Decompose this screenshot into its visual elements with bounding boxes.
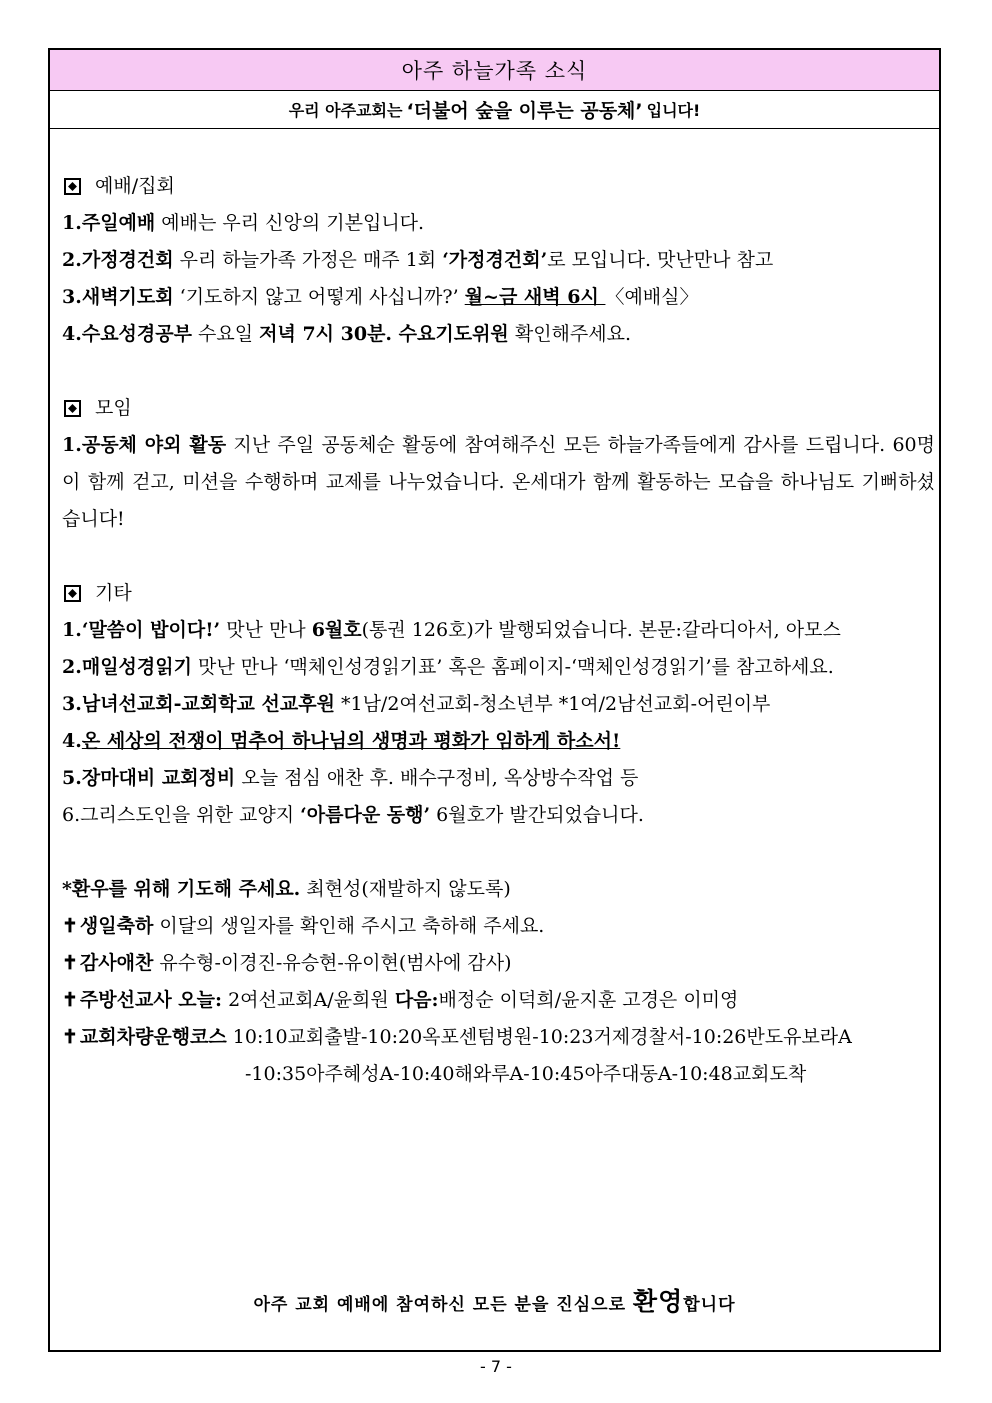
section-heading-worship — [62, 168, 935, 205]
welcome-message — [50, 1282, 939, 1318]
subtitle-post: 입니다! — [646, 101, 701, 120]
item-text: 이달의 생일자를 확인해 주시고 축하해 주세요. — [153, 915, 545, 937]
diamond-box-icon — [64, 400, 81, 417]
item-text: 로 모입니다. 맛난만나 참고 — [547, 249, 774, 271]
item-text: *1남/2여선교회-청소년부 *1여/2남선교회-어린이부 — [334, 693, 771, 715]
subtitle-pre: 우리 아주교회는 — [288, 101, 403, 120]
etc-item-4 — [62, 723, 935, 760]
item-label: 1.주일예배 — [62, 212, 156, 234]
etc-item-6 — [62, 797, 935, 834]
cross-icon: ✝ — [62, 989, 78, 1011]
item-label: 다음: — [394, 989, 439, 1011]
birthday-notice — [62, 908, 935, 945]
item-text: 우리 하늘가족 가정은 매주 1회 — [173, 249, 443, 271]
item-label: 감사애찬 — [79, 952, 154, 974]
kitchen-missionary-notice — [62, 982, 935, 1019]
worship-item-3 — [62, 279, 935, 316]
item-text: 〈예배실〉 — [605, 286, 699, 308]
etc-item-2 — [62, 649, 935, 686]
diamond-box-icon — [64, 585, 81, 602]
section-heading-etc — [62, 575, 935, 612]
item-text: 확인해주세요. — [508, 323, 632, 345]
etc-item-5 — [62, 760, 935, 797]
item-label: 주방선교사 오늘: — [79, 989, 223, 1011]
item-text: 예배는 우리 신앙의 기본입니다. — [155, 212, 425, 234]
welcome-text: 합니다 — [683, 1295, 736, 1315]
item-label: 생일축하 — [79, 915, 154, 937]
item-label: 3.남녀선교회-교회학교 선교후원 — [62, 693, 335, 715]
item-label: 2.매일성경읽기 — [62, 656, 192, 678]
item-text: 지난 주일 공동체순 활동에 참여해주신 모든 하늘가족들에게 감사를 드립니다. 60명이 함께 걷고, 미션을 수행하며 교제를 나누었습니다. 온세대가 함께 활동하는 모습을 하나님도 기뻐하셨습니다! — [62, 434, 936, 530]
item-emphasis: ‘가정경건회’ — [442, 249, 548, 271]
item-text: 오늘 점심 애찬 후. 배수구정비, 옥상방수작업 등 — [235, 767, 639, 789]
item-text: 6월호가 발간되었습니다. — [430, 804, 644, 826]
item-emphasis: 6월호 — [311, 619, 362, 641]
title-text: 아주 하늘가족 소식 — [401, 59, 588, 83]
page-number: - 7 - — [480, 1357, 512, 1376]
vehicle-route-continued — [62, 1056, 935, 1093]
meeting-item-1 — [62, 427, 935, 538]
item-label: 교회차량운행코스 — [79, 1026, 227, 1048]
item-label: 5.장마대비 교회정비 — [62, 767, 236, 789]
heading-text: 기타 — [95, 582, 132, 604]
item-text: 맛난 만나 ‘맥체인성경읽기표’ 혹은 홈페이지-‘맥체인성경읽기’를 참고하세요. — [191, 656, 834, 678]
subtitle — [50, 91, 939, 129]
item-label: 3.새벽기도회 — [62, 286, 174, 308]
item-label: *환우를 위해 기도해 주세요. — [62, 878, 301, 900]
section-heading-meeting — [62, 390, 935, 427]
item-text: 6.그리스도인을 위한 교양지 — [62, 804, 301, 826]
bulletin-frame — [48, 48, 941, 1352]
item-label: 1.‘말씀이 밥이다!’ — [62, 619, 221, 641]
content — [62, 168, 935, 1093]
item-text: ‘기도하지 않고 어떻게 사십니까?’ — [173, 286, 465, 308]
etc-item-1 — [62, 612, 935, 649]
item-emphasis: 월~금 새벽 6시 — [464, 286, 606, 308]
heading-text: 모임 — [95, 397, 132, 419]
item-text: 유수형-이경진-유승현-유이현(범사에 감사) — [153, 952, 512, 974]
item-text: 최현성(재발하지 않도록) — [300, 878, 511, 900]
page-title — [50, 50, 939, 91]
worship-item-2 — [62, 242, 935, 279]
worship-item-1 — [62, 205, 935, 242]
worship-item-4 — [62, 316, 935, 353]
item-label: 2.가정경건회 — [62, 249, 174, 271]
prayer-request — [62, 871, 935, 908]
cross-icon: ✝ — [62, 1026, 78, 1048]
item-label: 1.공동체 야외 활동 — [62, 434, 227, 456]
cross-icon: ✝ — [62, 915, 78, 937]
diamond-box-icon — [64, 178, 81, 195]
welcome-emphasis: 환영 — [632, 1287, 684, 1316]
item-text: 2여선교회A/윤희원 — [222, 989, 395, 1011]
etc-item-3 — [62, 686, 935, 723]
item-text: (통권 126호)가 발행되었습니다. 본문:갈라디아서, 아모스 — [361, 619, 841, 641]
item-text: 10:10교회출발-10:20옥포센텀병원-10:23거제경찰서-10:26반도유보라A — [226, 1026, 852, 1048]
item-emphasis: 온 세상의 전쟁이 멈추어 하나님의 생명과 평화가 임하게 하소서! — [81, 730, 621, 752]
item-label: 4.수요성경공부 — [62, 323, 192, 345]
item-text: 수요일 — [191, 323, 260, 345]
vehicle-route-notice — [62, 1019, 935, 1056]
item-number: 4. — [62, 730, 82, 752]
cross-icon: ✝ — [62, 952, 78, 974]
item-text: -10:35아주혜성A-10:40해와루A-10:45아주대동A-10:48교회도착 — [245, 1063, 807, 1085]
heading-text: 예배/집회 — [95, 175, 175, 197]
welcome-text: 아주 교회 예배에 참여하신 모든 분을 진심으로 — [253, 1295, 633, 1315]
item-emphasis: ‘아름다운 동행’ — [300, 804, 431, 826]
item-text: 맛난 만나 — [220, 619, 312, 641]
thanks-meal-notice — [62, 945, 935, 982]
item-emphasis: 저녁 7시 30분. 수요기도위원 — [259, 323, 509, 345]
item-text: 배정순 이덕희/윤지훈 고경은 이미영 — [438, 989, 739, 1011]
subtitle-emphasis: ‘더불어 숲을 이루는 공동체’ — [406, 100, 643, 122]
